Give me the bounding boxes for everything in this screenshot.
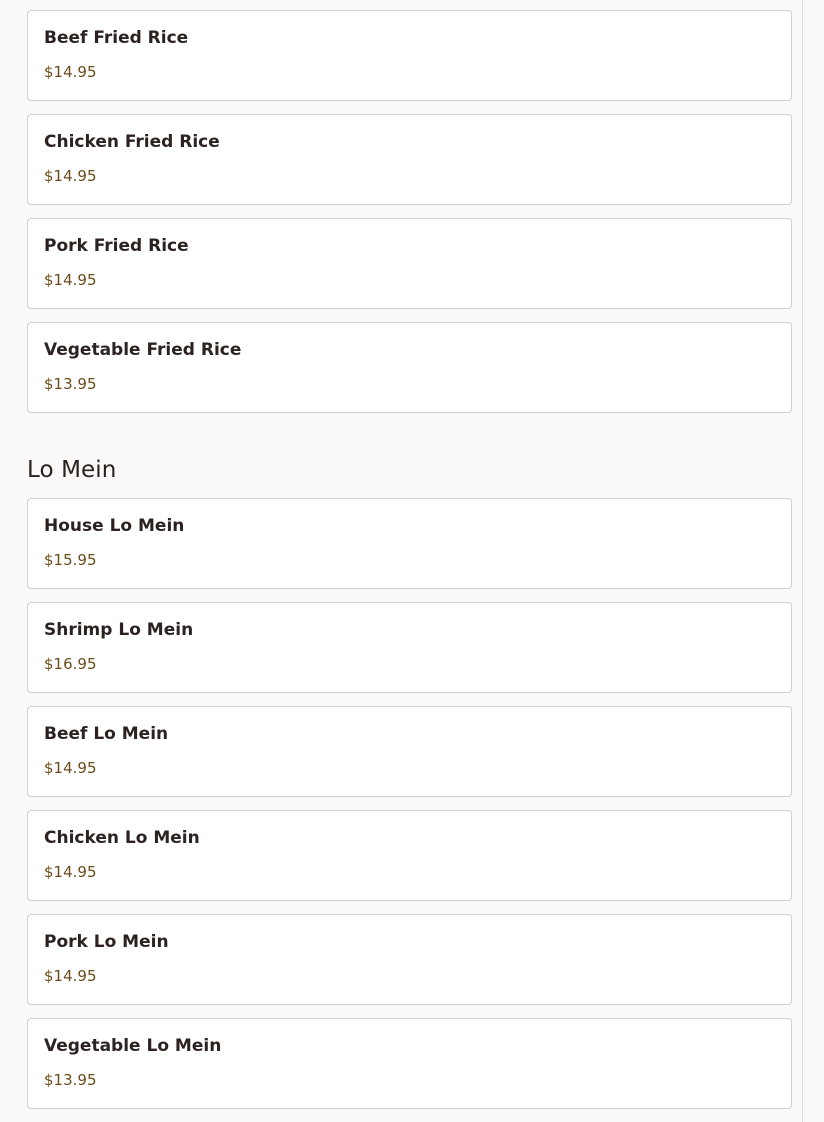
lo-mein-section <box>27 498 792 1109</box>
fried-rice-section <box>27 10 792 413</box>
item-name: Vegetable Fried Rice <box>44 340 242 360</box>
item-name: Pork Lo Mein <box>44 932 169 952</box>
menu-item-card[interactable] <box>27 810 792 901</box>
item-price: $14.95 <box>44 63 97 81</box>
item-name: Chicken Fried Rice <box>44 132 220 152</box>
item-name: Chicken Lo Mein <box>44 828 200 848</box>
section-title: Lo Mein <box>27 457 117 483</box>
menu-item-card[interactable] <box>27 498 792 589</box>
item-price: $15.95 <box>44 551 97 569</box>
item-name: Vegetable Lo Mein <box>44 1036 222 1056</box>
item-name: House Lo Mein <box>44 516 185 536</box>
menu-item-card[interactable] <box>27 914 792 1005</box>
menu-content <box>27 10 792 1109</box>
menu-item-card[interactable] <box>27 10 792 101</box>
item-price: $13.95 <box>44 375 97 393</box>
menu-item-card[interactable] <box>27 218 792 309</box>
item-name: Shrimp Lo Mein <box>44 620 194 640</box>
item-price: $14.95 <box>44 167 97 185</box>
menu-item-card[interactable] <box>27 602 792 693</box>
menu-item-card[interactable] <box>27 706 792 797</box>
item-price: $14.95 <box>44 271 97 289</box>
item-price: $14.95 <box>44 863 97 881</box>
item-name: Pork Fried Rice <box>44 236 189 256</box>
item-price: $16.95 <box>44 655 97 673</box>
menu-item-card[interactable] <box>27 114 792 205</box>
item-price: $13.95 <box>44 1071 97 1089</box>
item-price: $14.95 <box>44 967 97 985</box>
menu-item-card[interactable] <box>27 322 792 413</box>
menu-item-card[interactable] <box>27 1018 792 1109</box>
item-name: Beef Lo Mein <box>44 724 169 744</box>
item-price: $14.95 <box>44 759 97 777</box>
item-name: Beef Fried Rice <box>44 28 189 48</box>
